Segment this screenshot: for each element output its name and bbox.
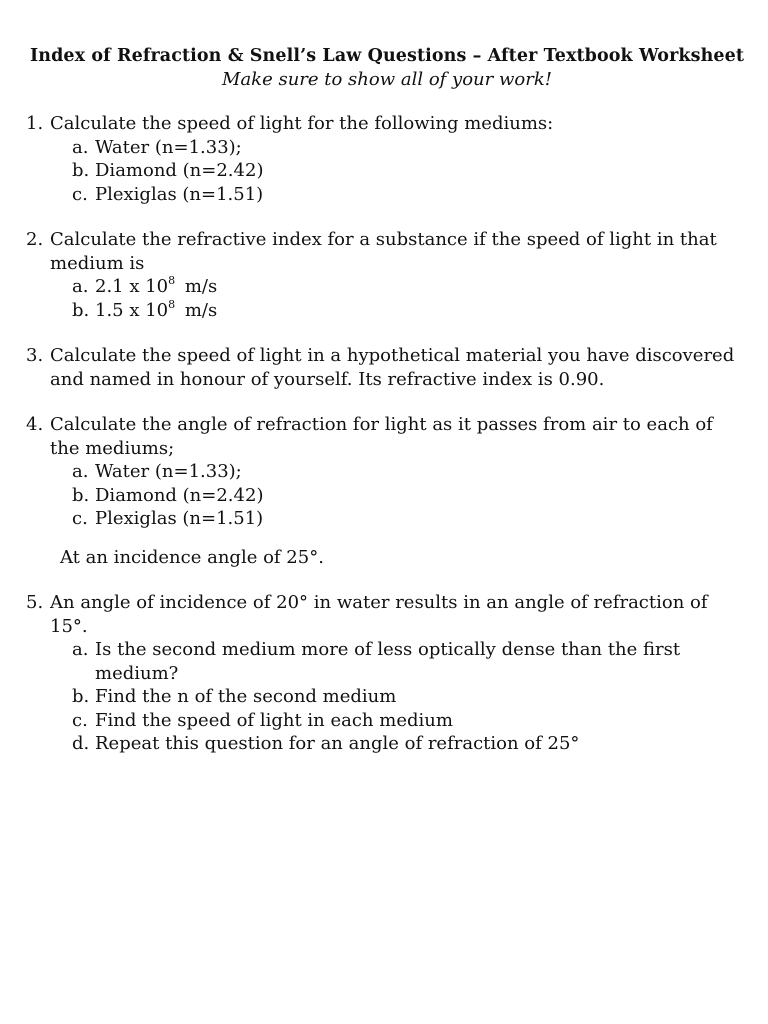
value-base: 2.1 x 10 (95, 276, 169, 297)
question-2-item-a (26, 275, 748, 299)
question-5-item-a (26, 638, 748, 685)
item-letter: c. (72, 709, 88, 731)
question-text: Calculate the speed of light in a hypothetical material you have discovered and named in honour of yourself. Its refractive index is 0.90. (50, 345, 735, 390)
question-5-item-b (26, 685, 748, 709)
question-text: An angle of incidence of 20° in water results in an angle of refraction of 15°. (50, 592, 708, 637)
value-base: 1.5 x 10 (95, 299, 169, 321)
question-1-item-b (26, 159, 748, 183)
item-letter: b. (72, 686, 90, 707)
item-letter: a. (72, 276, 89, 297)
value-unit: m/s (184, 299, 218, 321)
question-4-item-a (26, 460, 748, 484)
item-letter: a. (72, 639, 89, 660)
item-letter: b. (72, 299, 90, 321)
question-3 (26, 344, 748, 391)
question-text: Calculate the refractive index for a substance if the speed of light in that medium is (50, 229, 717, 274)
value-unit: m/s (184, 276, 218, 297)
item-letter: b. (72, 484, 90, 506)
question-4-item-b (26, 484, 748, 508)
question-number: 5. (26, 592, 44, 613)
item-letter: c. (72, 183, 88, 205)
item-text: Water (n=1.33); (95, 136, 242, 158)
spacer (26, 206, 748, 228)
value-exponent: 8 (168, 274, 176, 287)
item-text: Is the second medium more of less optically dense than the first medium? (95, 639, 681, 684)
item-text (95, 275, 748, 299)
item-text: Diamond (n=2.42) (95, 484, 264, 506)
question-number: 3. (26, 345, 44, 366)
question-number: 4. (26, 414, 44, 435)
item-text: Diamond (n=2.42) (95, 160, 264, 181)
question-4-item-c (26, 507, 748, 531)
value-exponent: 8 (168, 297, 176, 311)
worksheet-subtitle: Make sure to show all of your work! (222, 69, 552, 90)
question-4 (26, 413, 748, 460)
item-text: Plexiglas (n=1.51) (95, 508, 264, 529)
item-text (95, 299, 748, 323)
question-number: 2. (26, 229, 44, 250)
question-1-item-c (26, 183, 748, 207)
spacer (26, 391, 748, 413)
item-text: Water (n=1.33); (95, 461, 242, 482)
item-letter: a. (72, 136, 89, 158)
question-5-item-c (26, 709, 748, 733)
question-1 (26, 112, 748, 136)
item-letter: a. (72, 461, 89, 482)
question-5 (26, 591, 748, 638)
spacer (26, 322, 748, 344)
question-1-item-a (26, 136, 748, 160)
item-text: Find the n of the second medium (95, 686, 397, 707)
question-4-note: At an incidence angle of 25°. (60, 546, 324, 568)
item-letter: b. (72, 160, 90, 181)
spacer (26, 569, 748, 591)
question-text: Calculate the speed of light for the following mediums: (50, 113, 554, 134)
question-2 (26, 228, 748, 275)
question-5-item-d (26, 732, 748, 756)
question-2-item-b (26, 299, 748, 323)
worksheet-title: Index of Refraction & Snell’s Law Questions – After Textbook Worksheet (29, 46, 745, 66)
question-number: 1. (26, 113, 44, 134)
item-letter: d. (72, 733, 90, 754)
item-text: Plexiglas (n=1.51) (95, 183, 264, 205)
question-text: Calculate the angle of refraction for light as it passes from air to each of the mediums; (50, 414, 713, 459)
item-text: Repeat this question for an angle of refraction of 25° (95, 733, 580, 754)
item-text: Find the speed of light in each medium (95, 709, 453, 731)
item-letter: c. (72, 508, 88, 529)
